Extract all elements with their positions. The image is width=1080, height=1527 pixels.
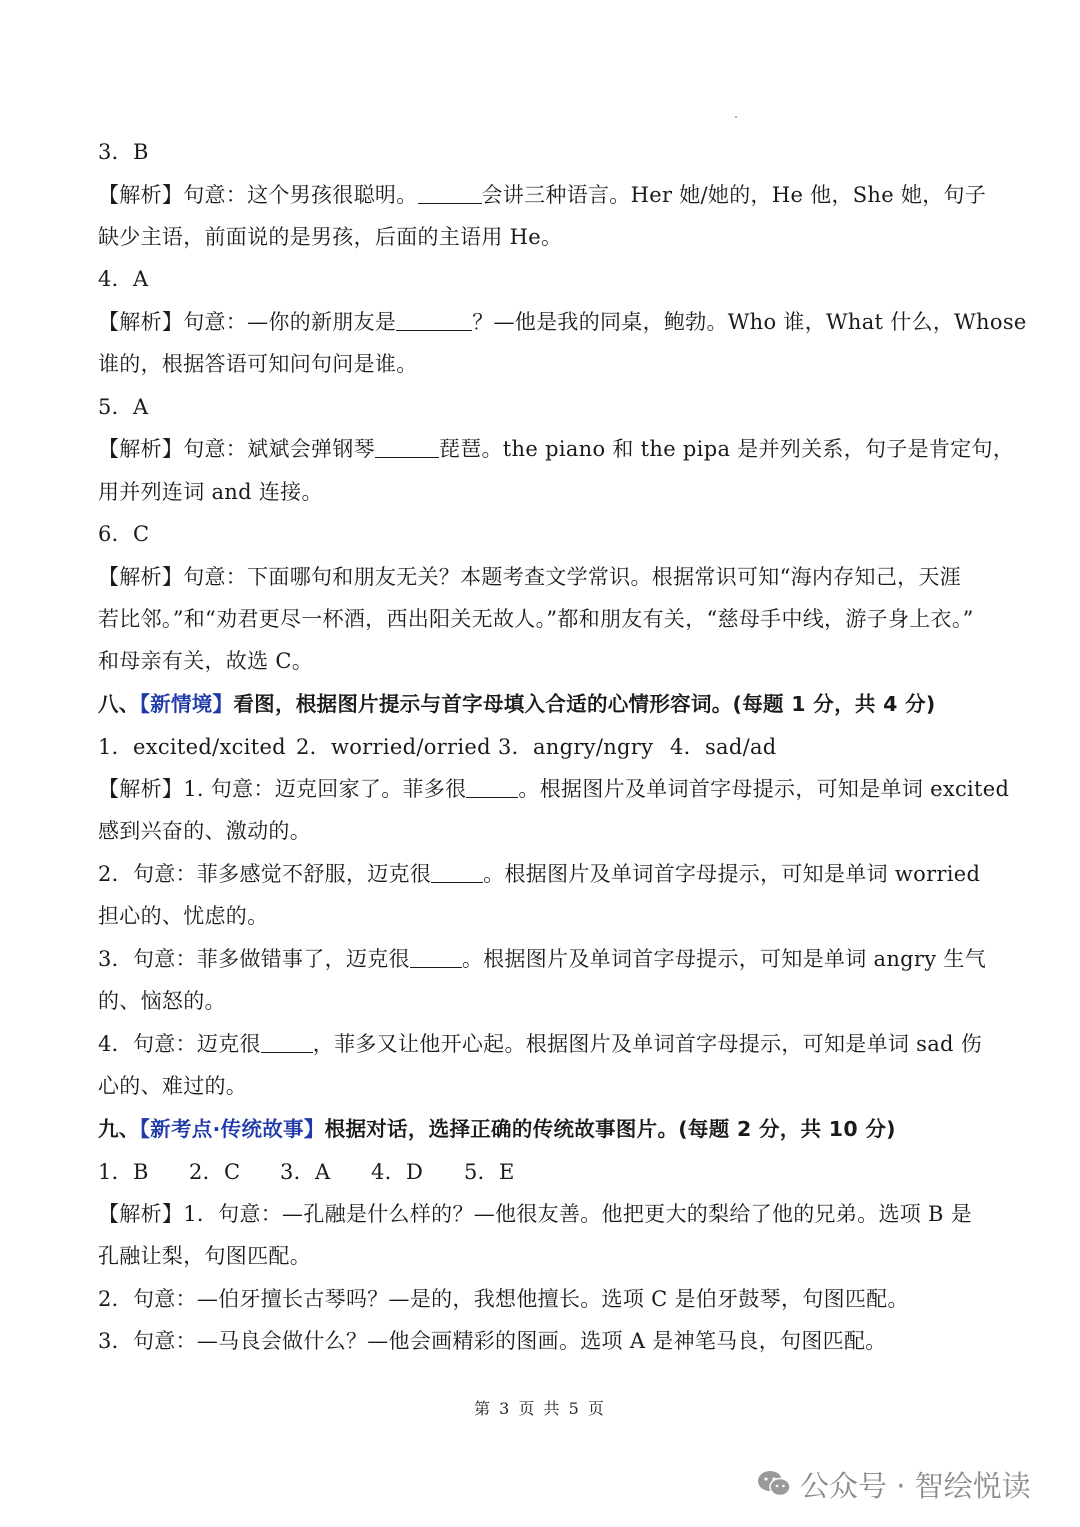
- explanation-text: 。根据图片及单词首字母提示，可知是单词 angry 生气: [461, 947, 986, 971]
- explanation-5-line1: [98, 434, 1015, 464]
- explanation-text: 4．句意：迈克很: [98, 1032, 261, 1056]
- watermark: [756, 1462, 1031, 1506]
- answer-item: 3．A: [280, 1160, 331, 1184]
- answer-item: 1．excited/xcited: [98, 735, 286, 759]
- section-tag: 【新考点·传统故事】: [139, 1117, 325, 1141]
- scan-speck: [735, 116, 737, 118]
- section-9-answers: [98, 1157, 988, 1187]
- explanation-8-3-line2: 的、恼怒的。: [98, 989, 226, 1013]
- section-tag: 【新情境】: [139, 692, 234, 716]
- blank-line: [261, 1030, 313, 1053]
- explanation-8-4-line2: 心的、难过的。: [98, 1074, 248, 1098]
- explanation-9-1-line1: 【解析】1．句意：—孔融是什么样的？—他很友善。他把更大的梨给了他的兄弟。选项 B 是: [98, 1202, 973, 1226]
- explanation-text: 会讲三种语言。Her 她/她的，He 他，She 她，句子: [481, 183, 987, 207]
- explanation-6-line3: 和母亲有关，故选 C。: [98, 649, 314, 673]
- blank-line: [410, 945, 462, 968]
- explanation-text: ，菲多又让他开心起。根据图片及单词首字母提示，可知是单词 sad 伤: [312, 1032, 983, 1056]
- blank-line: [418, 181, 482, 204]
- blank-line: [396, 308, 472, 331]
- explanation-3-line2: 缺少主语，前面说的是男孩，后面的主语用 He。: [98, 225, 563, 249]
- wechat-icon: [756, 1469, 792, 1499]
- blank-line: [375, 435, 439, 458]
- explanation-6-line2: 若比邻。”和“劝君更尽一杯酒，西出阳关无故人。”都和朋友有关，“慈母手中线，游子身上衣。”: [98, 607, 974, 631]
- explanation-6-line1: 【解析】句意：下面哪句和朋友无关？本题考查文学常识。根据常识可知“海内存知己，天涯: [98, 565, 962, 589]
- explanation-8-2-line1: [98, 859, 988, 889]
- explanation-8-2-line2: 担心的、忧虑的。: [98, 904, 269, 928]
- explanation-text: 。根据图片及单词首字母提示，可知是单词 worried: [483, 862, 981, 886]
- answer-item: 2．C: [189, 1160, 241, 1184]
- explanation-5-line2: 用并列连词 and 连接。: [98, 480, 323, 504]
- explanation-4-line1: [98, 307, 1027, 337]
- explanation-9-1-line2: 孔融让梨，句图匹配。: [98, 1244, 311, 1268]
- section-instructions: 看图，根据图片提示与首字母填入合适的心情形容词。(每题 1 分，共 4 分): [233, 692, 936, 716]
- answer-4: 4．A: [98, 267, 149, 291]
- explanation-text: 【解析】句意：这个男孩很聪明。: [98, 183, 418, 207]
- explanation-9-2: 2．句意：—伯牙擅长古琴吗？—是的，我想他擅长。选项 C 是伯牙鼓琴，句图匹配。: [98, 1287, 909, 1311]
- blank-line: [431, 860, 483, 883]
- section-9-heading: [98, 1114, 988, 1144]
- section-8-answers: [98, 732, 988, 762]
- answer-item: 4．D: [371, 1160, 424, 1184]
- section-8-heading: [98, 689, 988, 719]
- explanation-8-1-line2: 感到兴奋的、激动的。: [98, 819, 311, 843]
- answer-5: 5．A: [98, 395, 149, 419]
- answer-6: 6．C: [98, 522, 150, 546]
- explanation-text: 。根据图片及单词首字母提示，可知是单词 excited: [518, 777, 1010, 801]
- section-number: 九、: [98, 1117, 140, 1141]
- explanation-text: 【解析】1. 句意：迈克回家了。菲多很: [98, 777, 467, 801]
- blank-line: [466, 775, 518, 798]
- section-number: 八、: [98, 692, 140, 716]
- section-instructions: 根据对话，选择正确的传统故事图片。(每题 2 分，共 10 分): [324, 1117, 896, 1141]
- explanation-text: 琵琶。the piano 和 the pipa 是并列关系，句子是肯定句，: [438, 437, 1015, 461]
- explanation-8-1-line1: [98, 774, 1010, 804]
- explanation-8-3-line1: [98, 944, 988, 974]
- answer-item: 4．sad/ad: [670, 735, 777, 759]
- answer-item: 1．B: [98, 1160, 149, 1184]
- explanation-text: 2．句意：菲多感觉不舒服，迈克很: [98, 862, 432, 886]
- explanation-3-line1: [98, 180, 988, 210]
- watermark-text: 公众号 · 智绘悦读: [800, 1468, 1031, 1503]
- explanation-4-line2: 谁的，根据答语可知问句问是谁。: [98, 352, 418, 376]
- explanation-text: 【解析】句意：—你的新朋友是: [98, 310, 397, 334]
- explanation-8-4-line1: [98, 1029, 988, 1059]
- explanation-9-3: 3．句意：—马良会做什么？—他会画精彩的图画。选项 A 是神笔马良，句图匹配。: [98, 1329, 887, 1353]
- explanation-text: 3．句意：菲多做错事了，迈克很: [98, 947, 410, 971]
- answer-item: 3．angry/ngry: [498, 735, 654, 759]
- page-number: 第 3 页 共 5 页: [474, 1399, 606, 1418]
- answer-item: 2．worried/orried: [296, 735, 491, 759]
- explanation-text: ？—他是我的同桌，鲍勃。Who 谁，What 什么，Whose: [472, 310, 1027, 334]
- explanation-text: 【解析】句意：斌斌会弹钢琴: [98, 437, 375, 461]
- answer-3: 3．B: [98, 140, 149, 164]
- answer-item: 5．E: [464, 1160, 515, 1184]
